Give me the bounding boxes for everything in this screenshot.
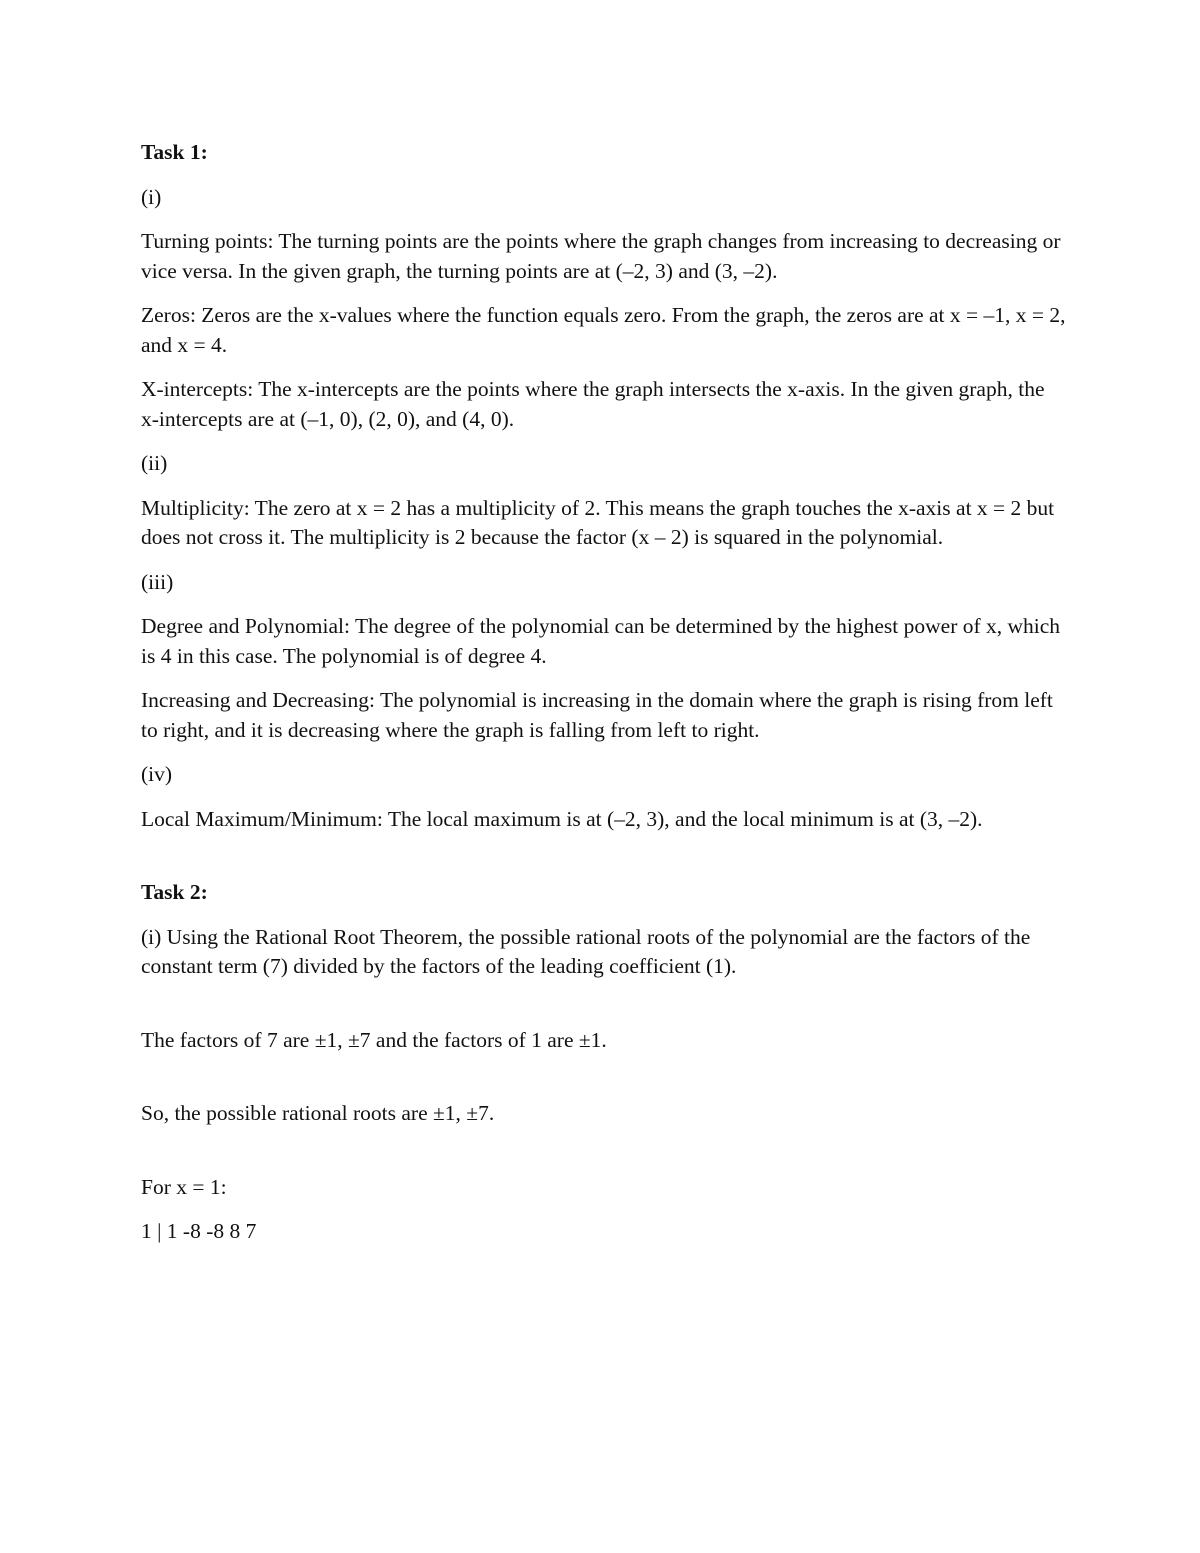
part-i-label: (i) — [141, 184, 162, 209]
x-intercepts-paragraph: X-intercepts: The x-intercepts are the points where the graph intersects the x-axis. In the given graph, the x-intercepts are at (–1, 0), (2, 0), and (4, 0). — [141, 377, 1045, 431]
degree-paragraph: Degree and Polynomial: The degree of the polynomial can be determined by the highest power of x, which is 4 in this case. The polynomial is of degree 4. — [141, 614, 1061, 668]
increasing-decreasing-paragraph: Increasing and Decreasing: The polynomial is increasing in the domain where the graph is rising from left to right, and it is decreasing where the graph is falling from left to right. — [141, 688, 1053, 742]
possible-roots-paragraph: So, the possible rational roots are ±1, ±7. — [141, 1101, 495, 1125]
part-ii-label: (ii) — [141, 451, 168, 475]
multiplicity-paragraph: Multiplicity: The zero at x = 2 has a multiplicity of 2. This means the graph touches the x-axis at x = 2 but does not cross it. The multiplicity is 2 because the factor (x – 2) is squared in the polynomial. — [141, 495, 1055, 549]
rational-root-paragraph: (i) Using the Rational Root Theorem, the possible rational roots of the polynomial are the factors of the constant term (7) divided by the factors of the leading coefficient (1). — [141, 924, 1031, 978]
task2-heading: Task 2: — [141, 880, 208, 904]
for-x1-label: For x = 1: — [141, 1174, 227, 1199]
part-iv-label: (iv) — [141, 762, 173, 786]
local-extrema-paragraph: Local Maximum/Minimum: The local maximum is at (–2, 3), and the local minimum is at (3, –2). — [141, 806, 983, 831]
turning-points-paragraph: Turning points: The turning points are the points where the graph changes from increasing to decreasing or vice versa. In the given graph, the turning points are at (–2, 3) and (3, –2). — [141, 229, 1061, 283]
zeros-paragraph: Zeros: Zeros are the x-values where the function equals zero. From the graph, the zeros are at x = –1, x = 2, and x = 4. — [141, 303, 1066, 357]
part-iii-label: (iii) — [141, 569, 174, 594]
synthetic-division-row: 1 | 1 -8 -8 8 7 — [141, 1219, 257, 1243]
factors-paragraph: The factors of 7 are ±1, ±7 and the factors of 1 are ±1. — [141, 1027, 607, 1052]
document-page — [141, 138, 1066, 1262]
task1-heading: Task 1: — [141, 140, 208, 164]
